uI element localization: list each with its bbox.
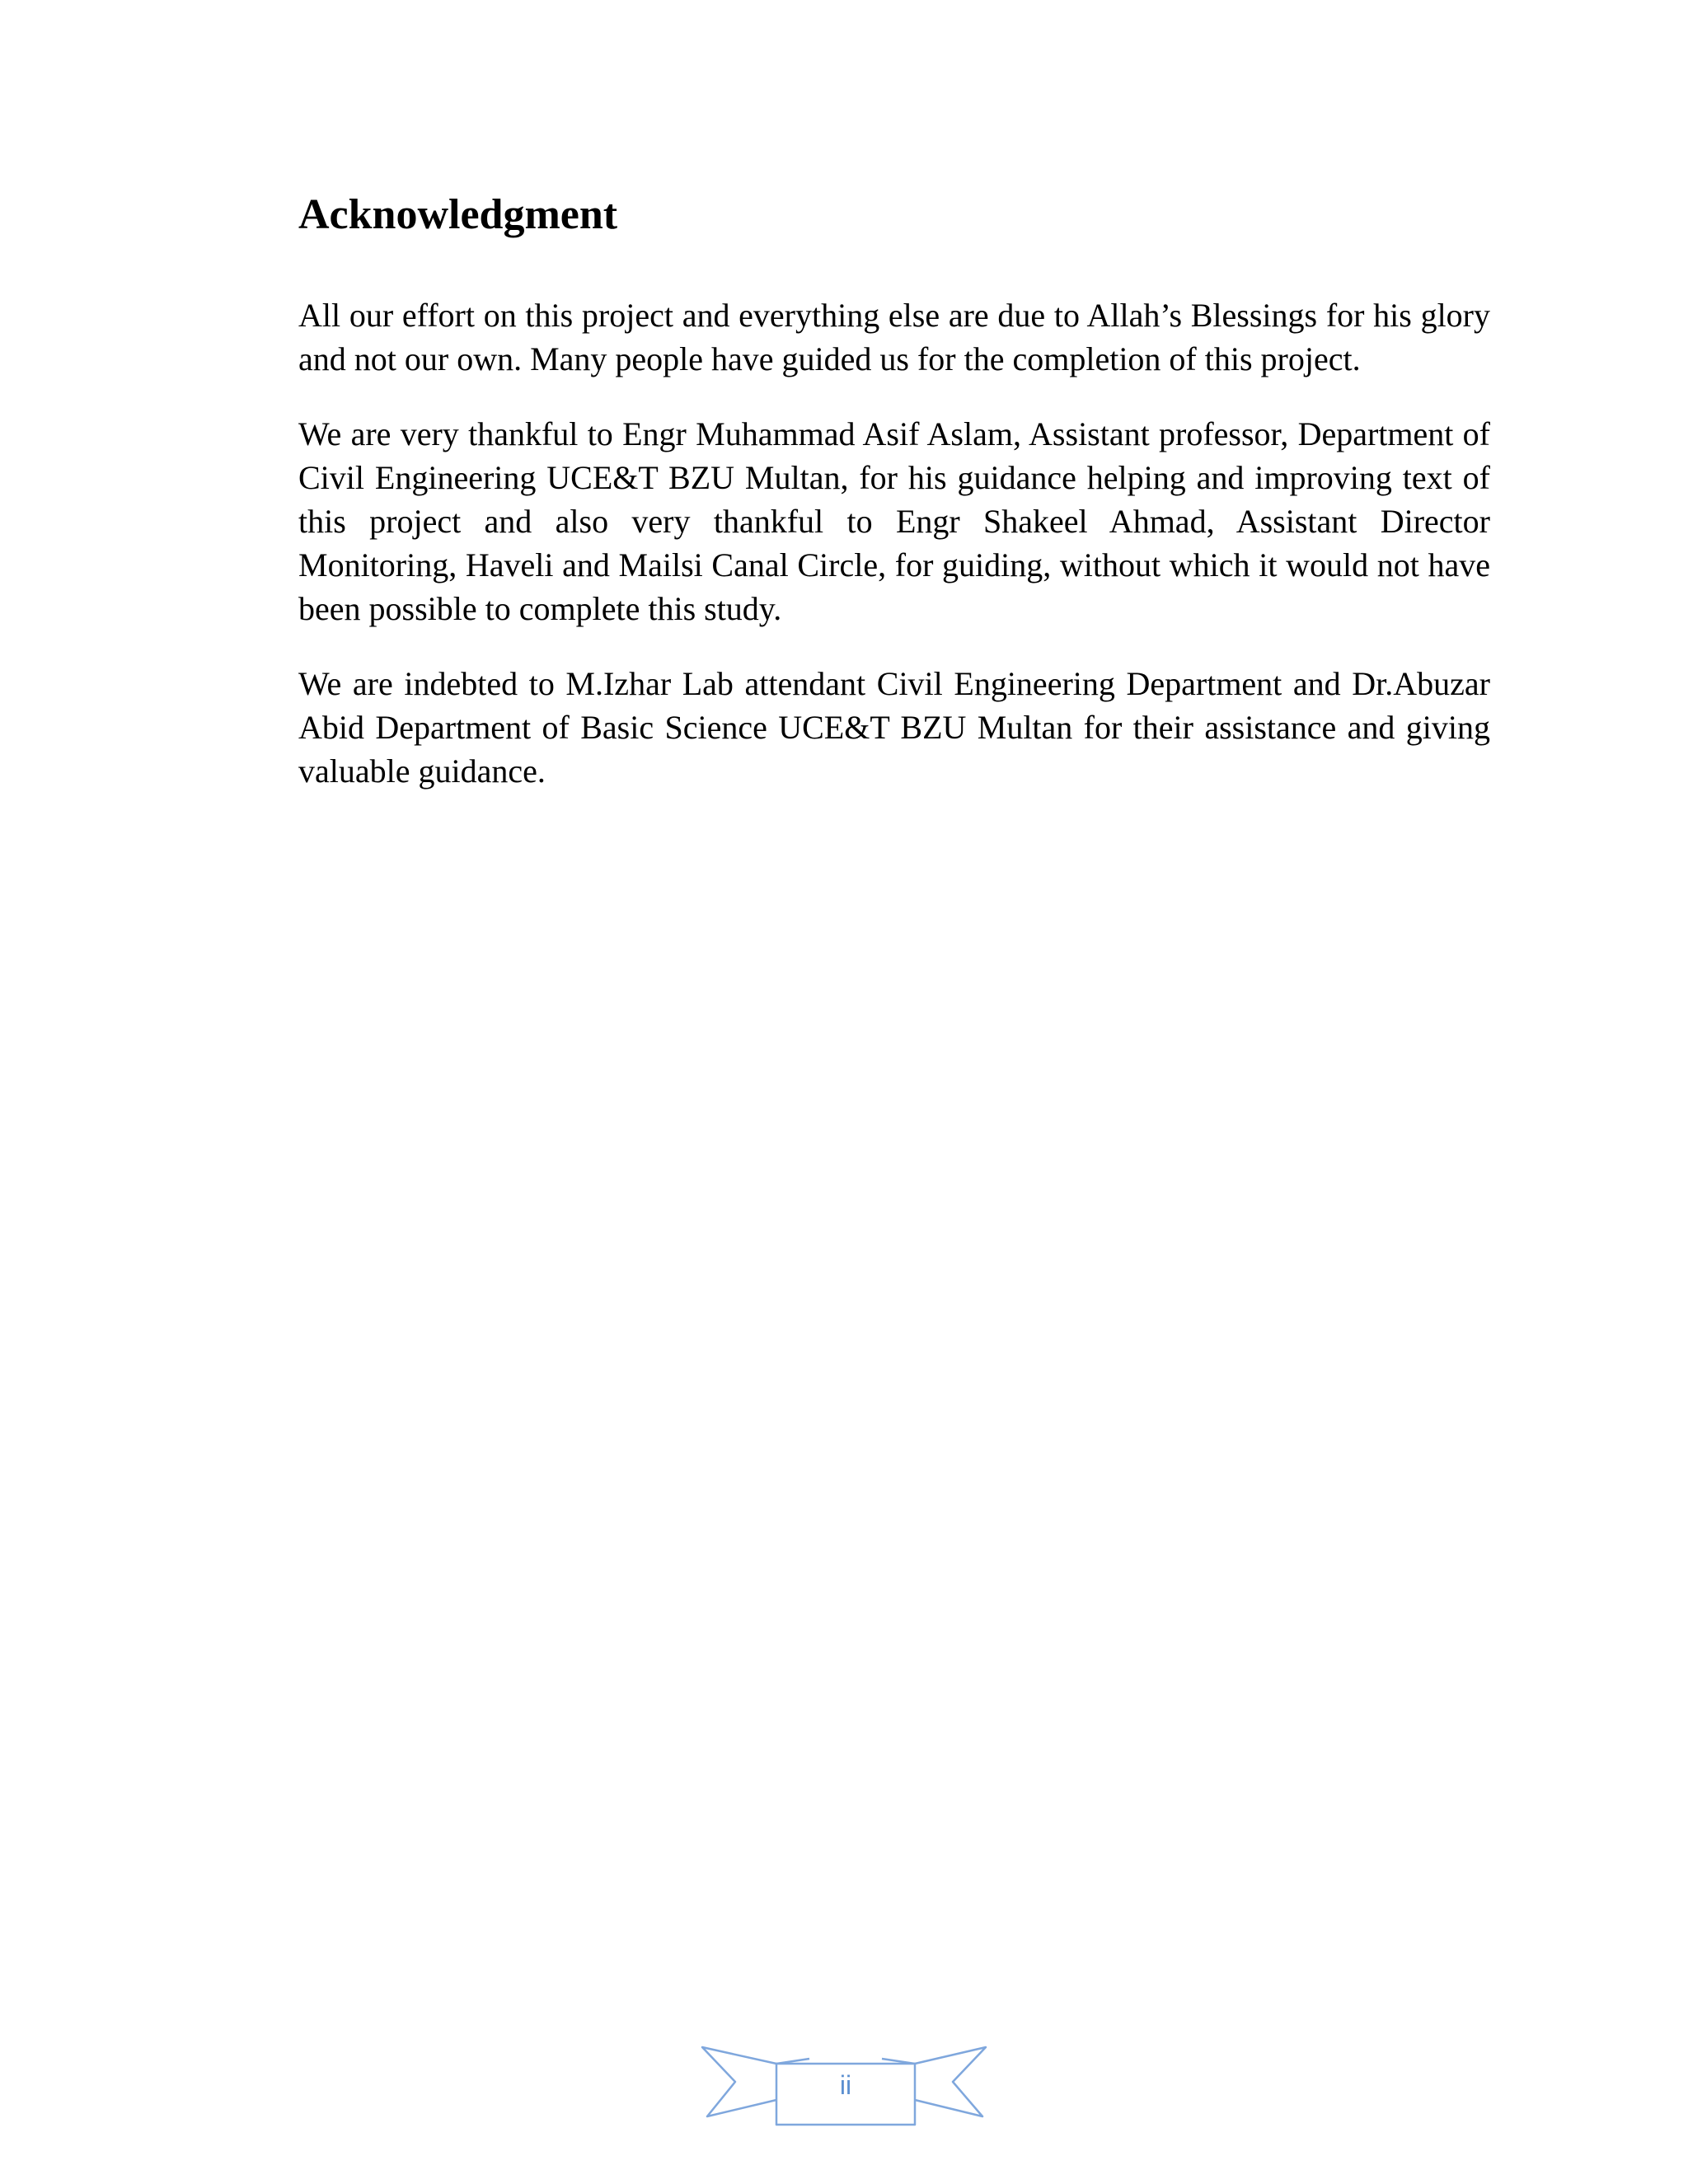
page-content: [298, 190, 1490, 824]
paragraph-intro: All our effort on this project and everything else are due to Allah’s Blessings for his glory and not our own. Many people have guided us for the completion of this project.: [298, 297, 1490, 378]
page-footer: [701, 2041, 989, 2131]
paragraph-thanks: We are very thankful to Engr Muhammad Asif Aslam, Assistant professor, Department of Civil Engineering UCE&T BZU Multan, for his guidance helping and improving text of this project and also very thankful to Engr Shakeel Ahmad, Assistant Director Monitoring, Haveli and Mailsi Canal Circle, for guiding, without which it would not have been possible to complete this study.: [298, 415, 1490, 628]
page-title: Acknowledgment: [298, 191, 618, 238]
paragraph-indebted: We are indebted to M.Izhar Lab attendant Civil Engineering Department and Dr.Abuzar Abid Department of Basic Science UCE&T BZU Multan for their assistance and giving valuable guidance.: [298, 665, 1490, 790]
page-number: ii: [839, 2070, 852, 2100]
